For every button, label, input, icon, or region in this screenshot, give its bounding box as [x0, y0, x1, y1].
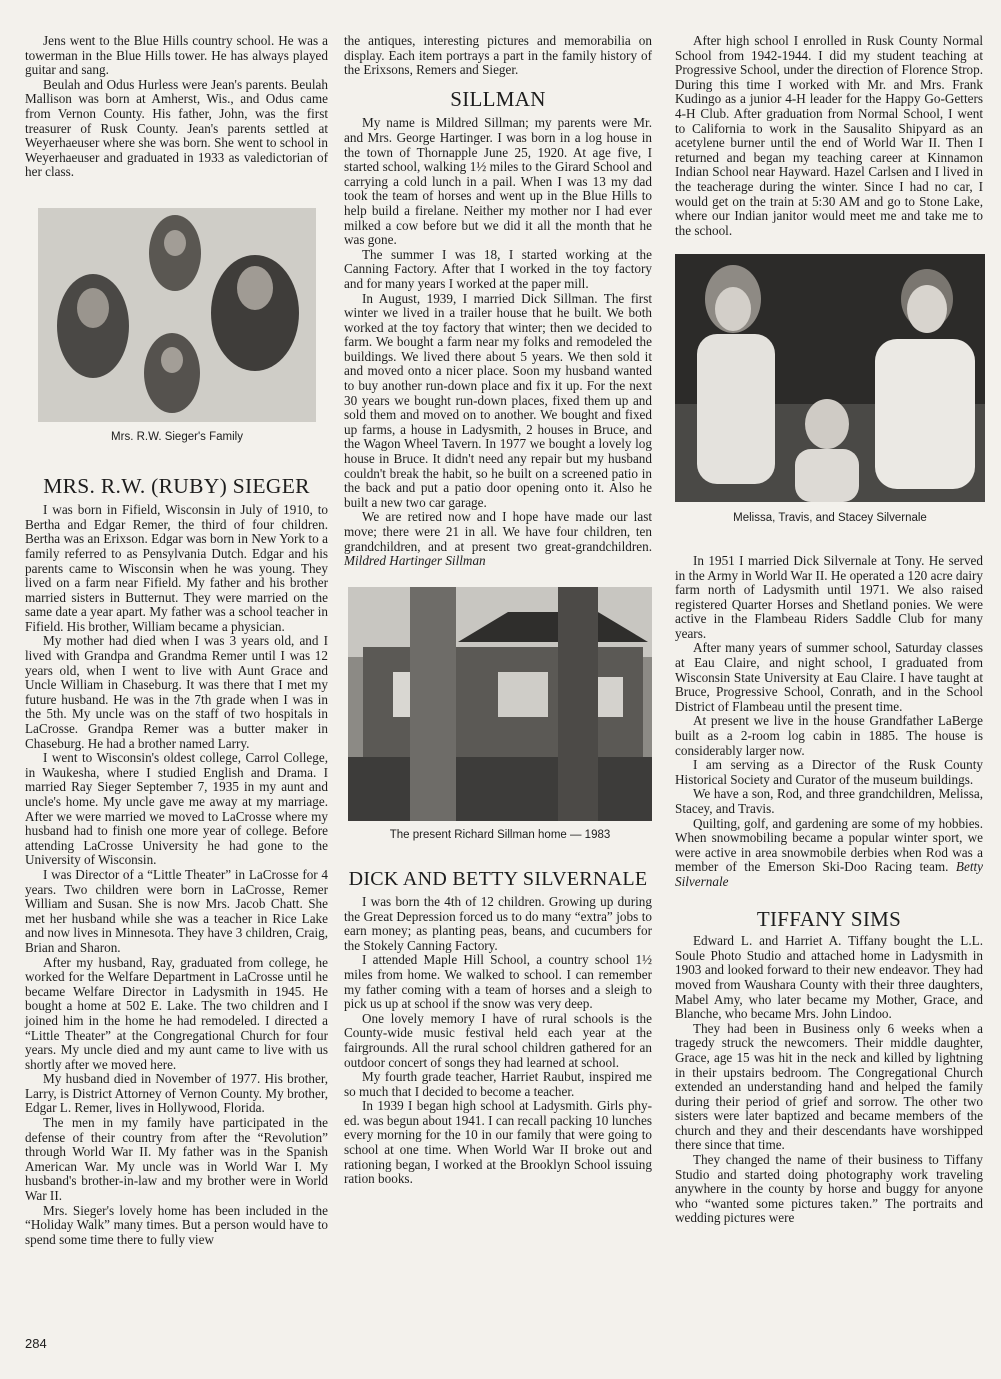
paragraph: In 1939 I began high school at Ladysmith. Girls phy-ed. was begun about 1941. I can recall packing 10 lunches every morning for the 10 in our family that were going to school at one time. When World War II broke out and rationing began, I worked at the Brooklyn School issuing ration books. [344, 1098, 652, 1187]
paragraph: After many years of summer school, Saturday classes at Eau Claire, and night school, I graduated from Wisconsin State University at Eau Claire. I have taught at Bruce, Progressive School, Conrath, and in the School District of Flambeau until the present time. [675, 640, 983, 714]
log-house-image [348, 587, 652, 821]
paragraph: One lovely memory I have of rural schools is the County-wide music festival held each year at the fairgrounds. All the rural school children gathered for an outdoor concert of songs they had learned at school. [344, 1010, 652, 1070]
signature: Mildred Hartinger Sillman [344, 553, 486, 569]
paragraph: My fourth grade teacher, Harriet Raubut, inspired me so much that I decided to become a teacher. [344, 1069, 652, 1099]
paragraph: They changed the name of their business to Tiffany Studio and started doing photography work traveling anywhere in the county by horse and buggy for anyone who “wanted some pictures taken.” The portraits and wedding pictures were [675, 1152, 983, 1226]
paragraph: Mrs. Sieger's lovely home has been included in the “Holiday Walk” many times. But a person would have to spend some time there to fully view [25, 1202, 328, 1247]
paragraph: My name is Mildred Sillman; my parents were Mr. and Mrs. George Hartinger. I was born in a log house in the town of Thornapple June 25, 1920. At age five, I started school, walking 1½ miles to the Girard School and carrying a cold lunch in a pail. When I was 13 my dad took the team of horses and went up in the Blue Hills to help build a firelane. Neither my mother nor I had ever milked a cow before but we did it all the month that he was gone. [344, 115, 652, 248]
paragraph: Beulah and Odus Hurless were Jean's parents. Beulah Mallison was born at Amherst, Wis., and Odus came from Vernon County. His father, John, was the first treasurer of Rusk County. Jean's parents settled at Weyerhaeuser where she was born. She went to school in Weyerhaeuser and graduated in 1933 as valedictorian of her class. [25, 76, 328, 180]
paragraph [344, 510, 652, 568]
section-heading-sillman: SILLMAN [450, 86, 546, 111]
page-number: 284 [25, 1336, 47, 1351]
paragraph: At present we live in the house Grandfather LaBerge built as a 2-room log cabin in 1885. The house is considerably larger now. [675, 713, 983, 758]
photo-caption: Mrs. R.W. Sieger's Family [111, 430, 243, 443]
paragraph-text: We are retired now and I hope have made our last move; there were 21 in all. We have four children, ten grandchildren, and at present two great-grandchildren. [344, 509, 652, 554]
paragraph: I am serving as a Director of the Rusk County Historical Society and Curator of the museum buildings. [675, 757, 983, 787]
photo-caption: Melissa, Travis, and Stacey Silvernale [733, 512, 927, 525]
column-3 [675, 34, 983, 1226]
paragraph: After my husband, Ray, graduated from college, he worked for the Welfare Department in LaCrosse until he became Welfare Director in Ladysmith in 1945. He bought a home at 502 E. Lake. The two children and I joined him in the home he had remodeled. I directed a “Little Theater” at the Congregational Church for four years. My uncle died and my aunt came to live with us shortly after we moved here. [25, 954, 328, 1072]
photo-caption: The present Richard Sillman home — 1983 [389, 828, 611, 841]
section-heading-tiffany-sims: TIFFANY SIMS [756, 906, 902, 931]
paragraph: We have a son, Rod, and three grandchildren, Melissa, Stacey, and Travis. [675, 786, 983, 816]
column-1 [25, 34, 328, 1247]
paragraph: The men in my family have participated in the defense of their country from after the “Revolution” through World War II. My father was in the Spanish American War. My uncle was in World War I. My husband's brother-in-law and my brother were in World War II. [25, 1115, 328, 1204]
paragraph: I was born the 4th of 12 children. Growing up during the Great Depression forced us to do many “extra” jobs to earn money; as planting peas, beans, and cucumbers for the Stokely Canning Factory. [344, 893, 652, 953]
paragraph: Edward L. and Harriet A. Tiffany bought the L.L. Soule Photo Studio and attached home in Ladysmith in 1903 and looked forward to their new endeavor. They had moved from Waushara County with their three daughters, Mabel Amy, who later became my Mother, Grace, and Blanche, who became Mrs. John Lindoo. [675, 933, 983, 1022]
column-2 [344, 34, 652, 1187]
paragraph: My mother had died when I was 3 years old, and I lived with Grandpa and Grandma Remer until I was 12 years old, when I went to live with Aunt Grace and Uncle William in Chaseburg. It was there that I met my future husband. He was in the 7th grade when I was in the 5th. My uncle was on the staff of two hospitals in LaCrosse. Grandpa Remer was a butter maker in Chaseburg. He had a brother named Larry. [25, 633, 328, 751]
paragraph: After high school I enrolled in Rusk County Normal School from 1942-1944. I did my student teaching at Progressive School, under the direction of Florence Strop. During this time I worked with Mr. and Mrs. Frank Kudingo as a junior 4-H leader for the Happy Go-Getters 4-H Club. After graduation from Normal School, I went to California to work in the Sausalito Shipyard as an acetylene burner until the end of World War II. Then I returned and began my teaching career at Kinnamon Indian School near Hayward. Hazel Carlsen and I lived in the teacherage during the winter. Since I had no car, I would get on the train at 5:30 AM and go to Stone Lake, where our Indian janitor would meet me and take me to the school. [675, 33, 983, 238]
paragraph-text: Quilting, golf, and gardening are some of my hobbies. When snowmobiling became a popular winter sport, we were active in area snowmobile derbies when Rod was a member of the Emerson Ski-Doo Racing team. [675, 815, 983, 875]
paragraph: In August, 1939, I married Dick Sillman. The first winter we lived in a trailer house that he built. We both worked at the toy factory that winter; then we decided to farm. We bought a farm near my folks and remodeled the buildings. We lived there about 5 years. We then sold it and moved onto a nicer place. Soon my husband wanted to buy another run-down place and fix it up. For the next 30 years we bought run-down places, fixed them up and sold them and moved on to another. We bought and fixed up farms, a house in Ladysmith, 2 houses in Bruce, and the Wagon Wheel Tavern. In 1977 we bought a lovely log house in Bruce. It didn't need any repair but my husband couldn't break the habit, so he built on a screened patio in the back and put a patio door opening onto it. Also he built a new two car garage. [344, 290, 652, 510]
signature: Betty Silvernale [675, 859, 984, 889]
portrait-ovals-image [38, 208, 316, 422]
paragraph: They had been in Business only 6 weeks when a tragedy struck the newcomers. Their middle daughter, Grace, age 15 was hit in the neck and killed by lightning in their upstairs bedroom. The Congregational Church extended an understanding hand and helped the family during their period of grief and sorrow. The other two sisters were later baptized and became members of the church and they and their descendants have worshipped there since that time. [675, 1020, 983, 1153]
paragraph: I attended Maple Hill School, a country school 1½ miles from home. We walked to school. I can remember my father coming with a team of horses and a sleigh to pick us up at school if the snow was very deep. [344, 952, 652, 1012]
paragraph: I was Director of a “Little Theater” in LaCrosse for 4 years. Two children were born in LaCrosse, Remer William and Susan. She is now Mrs. Jacob Chatt. She met her husband while she was a teacher in Rice Lake and now lives in Minnesota. They have 3 children, Craig, Brian and Sharon. [25, 866, 329, 955]
children-image [675, 254, 985, 502]
paragraph: The summer I was 18, I started working at the Canning Factory. After that I worked in the toy factory and for many years I worked at the paper mill. [344, 246, 652, 291]
section-heading-sieger: MRS. R.W. (RUBY) SIEGER [43, 473, 310, 498]
paragraph: I was born in Fifield, Wisconsin in July of 1910, to Bertha and Edgar Remer, the third of four children. Bertha was an Erixson. Edgar was born in New York to a family referred to as Pensylvania Dutch. Edgar and his parents came to Wisconsin when he was young. They lived on a farm near Fifield. My father and his brother married sisters in Butternut. They were married on the same date a year apart. My father was a school teacher in Fifield. His brother, William became a physician. [25, 502, 328, 634]
sieger-family-photo [38, 208, 316, 445]
sillman-home-photo [348, 587, 652, 843]
section-heading-silvernale: DICK AND BETTY SILVERNALE [348, 868, 648, 891]
paragraph: the antiques, interesting pictures and memorabilia on display. Each item portrays a part in the family history of the Erixsons, Remers and Sieger. [344, 33, 652, 78]
paragraph [675, 817, 983, 890]
paragraph: In 1951 I married Dick Silvernale at Tony. He served in the Army in World War II. He operated a 120 acre dairy farm north of Ladysmith until 1971. We also raised registered Quarter Horses and Shetland ponies. We were active in the Flambeau Riders Saddle Club for many years. [675, 552, 983, 641]
paragraph: I went to Wisconsin's oldest college, Carrol College, in Waukesha, where I studied English and Drama. I married Ray Sieger September 7, 1935 in my aunt and uncle's home. My uncle gave me away at my marriage. After we were married we moved to LaCrosse where my husband had to finish one more year of college. Before attending LaCrosse University he had gone to the University of Wisconsin. [25, 750, 328, 868]
paragraph: My husband died in November of 1977. His brother, Larry, is District Attorney of Vernon County. My brother, Edgar L. Remer, lives in Hollywood, Florida. [25, 1071, 328, 1116]
paragraph: Jens went to the Blue Hills country school. He was a towerman in the Blue Hills tower. He has always played guitar and sang. [25, 33, 328, 78]
silvernale-children-photo [675, 254, 985, 526]
